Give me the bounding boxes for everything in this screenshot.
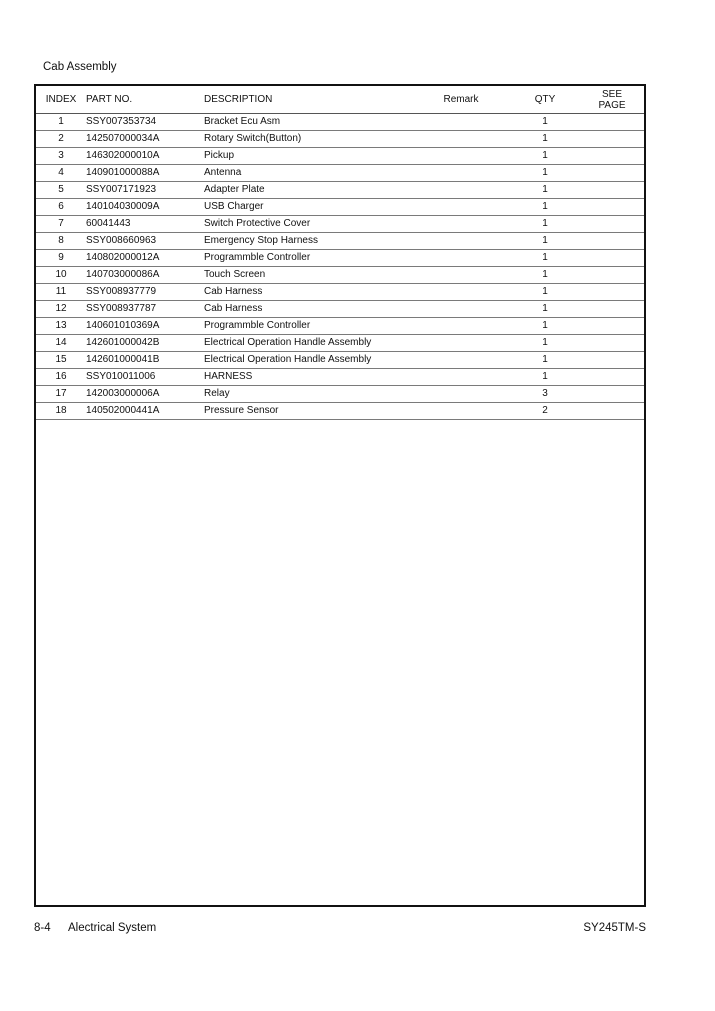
- cell-see-page: [580, 284, 644, 301]
- cell-part-no: 140901000088A: [86, 165, 204, 182]
- cell-qty: 2: [510, 403, 580, 420]
- cell-description: Touch Screen: [204, 267, 412, 284]
- cell-description: Pickup: [204, 148, 412, 165]
- table-row: [36, 267, 644, 284]
- cell-see-page: [580, 301, 644, 318]
- cell-description: Programmble Controller: [204, 250, 412, 267]
- cell-see-page: [580, 318, 644, 335]
- header-qty: QTY: [510, 86, 580, 114]
- table-row: [36, 352, 644, 369]
- cell-see-page: [580, 335, 644, 352]
- cell-remark: [412, 335, 510, 352]
- cell-qty: 1: [510, 114, 580, 131]
- parts-table-frame: [34, 84, 646, 907]
- cell-description: Switch Protective Cover: [204, 216, 412, 233]
- cell-part-no: 142601000041B: [86, 352, 204, 369]
- cell-qty: 1: [510, 182, 580, 199]
- cell-part-no: 140601010369A: [86, 318, 204, 335]
- cell-see-page: [580, 267, 644, 284]
- cell-description: Pressure Sensor: [204, 403, 412, 420]
- footer-section-title: Alectrical System: [68, 922, 157, 934]
- cell-qty: 1: [510, 318, 580, 335]
- table-row: [36, 369, 644, 386]
- cell-part-no: 140502000441A: [86, 403, 204, 420]
- cell-part-no: 60041443: [86, 216, 204, 233]
- cell-see-page: [580, 216, 644, 233]
- cell-part-no: 140703000086A: [86, 267, 204, 284]
- cell-description: Bracket Ecu Asm: [204, 114, 412, 131]
- footer-left: [34, 921, 156, 935]
- header-description: DESCRIPTION: [204, 86, 412, 114]
- cell-see-page: [580, 233, 644, 250]
- cell-index: 1: [36, 114, 86, 131]
- cell-see-page: [580, 182, 644, 199]
- cell-part-no: 146302000010A: [86, 148, 204, 165]
- cell-see-page: [580, 165, 644, 182]
- cell-qty: 1: [510, 216, 580, 233]
- table-row: [36, 131, 644, 148]
- cell-index: 7: [36, 216, 86, 233]
- cell-description: Cab Harness: [204, 284, 412, 301]
- cell-index: 14: [36, 335, 86, 352]
- cell-remark: [412, 131, 510, 148]
- footer-model: SY245TM-S: [583, 922, 646, 934]
- cell-index: 2: [36, 131, 86, 148]
- parts-table: [36, 86, 644, 420]
- cell-description: Rotary Switch(Button): [204, 131, 412, 148]
- table-header-row: [36, 86, 644, 114]
- cell-see-page: [580, 199, 644, 216]
- cell-index: 5: [36, 182, 86, 199]
- cell-index: 9: [36, 250, 86, 267]
- cell-part-no: 142601000042B: [86, 335, 204, 352]
- cell-part-no: 142507000034A: [86, 131, 204, 148]
- cell-remark: [412, 233, 510, 250]
- table-row: [36, 250, 644, 267]
- cell-remark: [412, 284, 510, 301]
- cell-description: Adapter Plate: [204, 182, 412, 199]
- table-row: [36, 318, 644, 335]
- cell-see-page: [580, 352, 644, 369]
- cell-description: HARNESS: [204, 369, 412, 386]
- cell-index: 3: [36, 148, 86, 165]
- cell-index: 12: [36, 301, 86, 318]
- cell-qty: 1: [510, 250, 580, 267]
- cell-index: 13: [36, 318, 86, 335]
- cell-index: 18: [36, 403, 86, 420]
- page-title: Cab Assembly: [43, 61, 117, 73]
- table-row: [36, 114, 644, 131]
- cell-qty: 1: [510, 284, 580, 301]
- cell-index: 6: [36, 199, 86, 216]
- cell-description: Programmble Controller: [204, 318, 412, 335]
- cell-qty: 1: [510, 352, 580, 369]
- cell-description: Emergency Stop Harness: [204, 233, 412, 250]
- header-index: INDEX: [36, 86, 86, 114]
- cell-see-page: [580, 114, 644, 131]
- cell-description: Electrical Operation Handle Assembly: [204, 335, 412, 352]
- table-row: [36, 148, 644, 165]
- cell-part-no: 140104030009A: [86, 199, 204, 216]
- cell-description: Electrical Operation Handle Assembly: [204, 352, 412, 369]
- cell-remark: [412, 182, 510, 199]
- table-row: [36, 301, 644, 318]
- cell-part-no: 142003000006A: [86, 386, 204, 403]
- header-part-no: PART NO.: [86, 86, 204, 114]
- cell-qty: 1: [510, 369, 580, 386]
- cell-part-no: SSY008937779: [86, 284, 204, 301]
- cell-remark: [412, 216, 510, 233]
- table-row: [36, 199, 644, 216]
- cell-part-no: SSY007353734: [86, 114, 204, 131]
- cell-remark: [412, 165, 510, 182]
- table-row: [36, 165, 644, 182]
- table-row: [36, 335, 644, 352]
- cell-qty: 1: [510, 131, 580, 148]
- table-row: [36, 233, 644, 250]
- cell-remark: [412, 267, 510, 284]
- table-row: [36, 182, 644, 199]
- header-see-page-line1: SEE: [601, 88, 622, 100]
- cell-remark: [412, 369, 510, 386]
- cell-index: 17: [36, 386, 86, 403]
- cell-part-no: SSY010011006: [86, 369, 204, 386]
- cell-remark: [412, 352, 510, 369]
- table-body: [36, 114, 644, 420]
- cell-description: USB Charger: [204, 199, 412, 216]
- cell-index: 4: [36, 165, 86, 182]
- cell-qty: 1: [510, 267, 580, 284]
- cell-part-no: SSY008937787: [86, 301, 204, 318]
- table-row: [36, 216, 644, 233]
- header-remark: Remark: [412, 86, 510, 114]
- cell-remark: [412, 318, 510, 335]
- cell-remark: [412, 148, 510, 165]
- header-see-page: [580, 86, 644, 114]
- cell-index: 16: [36, 369, 86, 386]
- cell-see-page: [580, 386, 644, 403]
- header-see-page-line2: PAGE: [598, 99, 626, 111]
- footer-page-number: 8-4: [34, 922, 51, 934]
- cell-qty: 1: [510, 301, 580, 318]
- cell-remark: [412, 403, 510, 420]
- cell-index: 10: [36, 267, 86, 284]
- cell-qty: 1: [510, 199, 580, 216]
- cell-part-no: 140802000012A: [86, 250, 204, 267]
- cell-qty: 1: [510, 335, 580, 352]
- cell-see-page: [580, 369, 644, 386]
- cell-qty: 1: [510, 148, 580, 165]
- cell-see-page: [580, 148, 644, 165]
- cell-see-page: [580, 131, 644, 148]
- cell-qty: 1: [510, 165, 580, 182]
- cell-part-no: SSY008660963: [86, 233, 204, 250]
- cell-remark: [412, 250, 510, 267]
- cell-description: Relay: [204, 386, 412, 403]
- cell-see-page: [580, 403, 644, 420]
- cell-see-page: [580, 250, 644, 267]
- cell-remark: [412, 199, 510, 216]
- table-row: [36, 284, 644, 301]
- cell-remark: [412, 114, 510, 131]
- cell-index: 11: [36, 284, 86, 301]
- cell-description: Antenna: [204, 165, 412, 182]
- cell-description: Cab Harness: [204, 301, 412, 318]
- cell-qty: 1: [510, 233, 580, 250]
- cell-index: 8: [36, 233, 86, 250]
- table-row: [36, 403, 644, 420]
- cell-remark: [412, 386, 510, 403]
- cell-qty: 3: [510, 386, 580, 403]
- cell-index: 15: [36, 352, 86, 369]
- table-row: [36, 386, 644, 403]
- cell-part-no: SSY007171923: [86, 182, 204, 199]
- cell-remark: [412, 301, 510, 318]
